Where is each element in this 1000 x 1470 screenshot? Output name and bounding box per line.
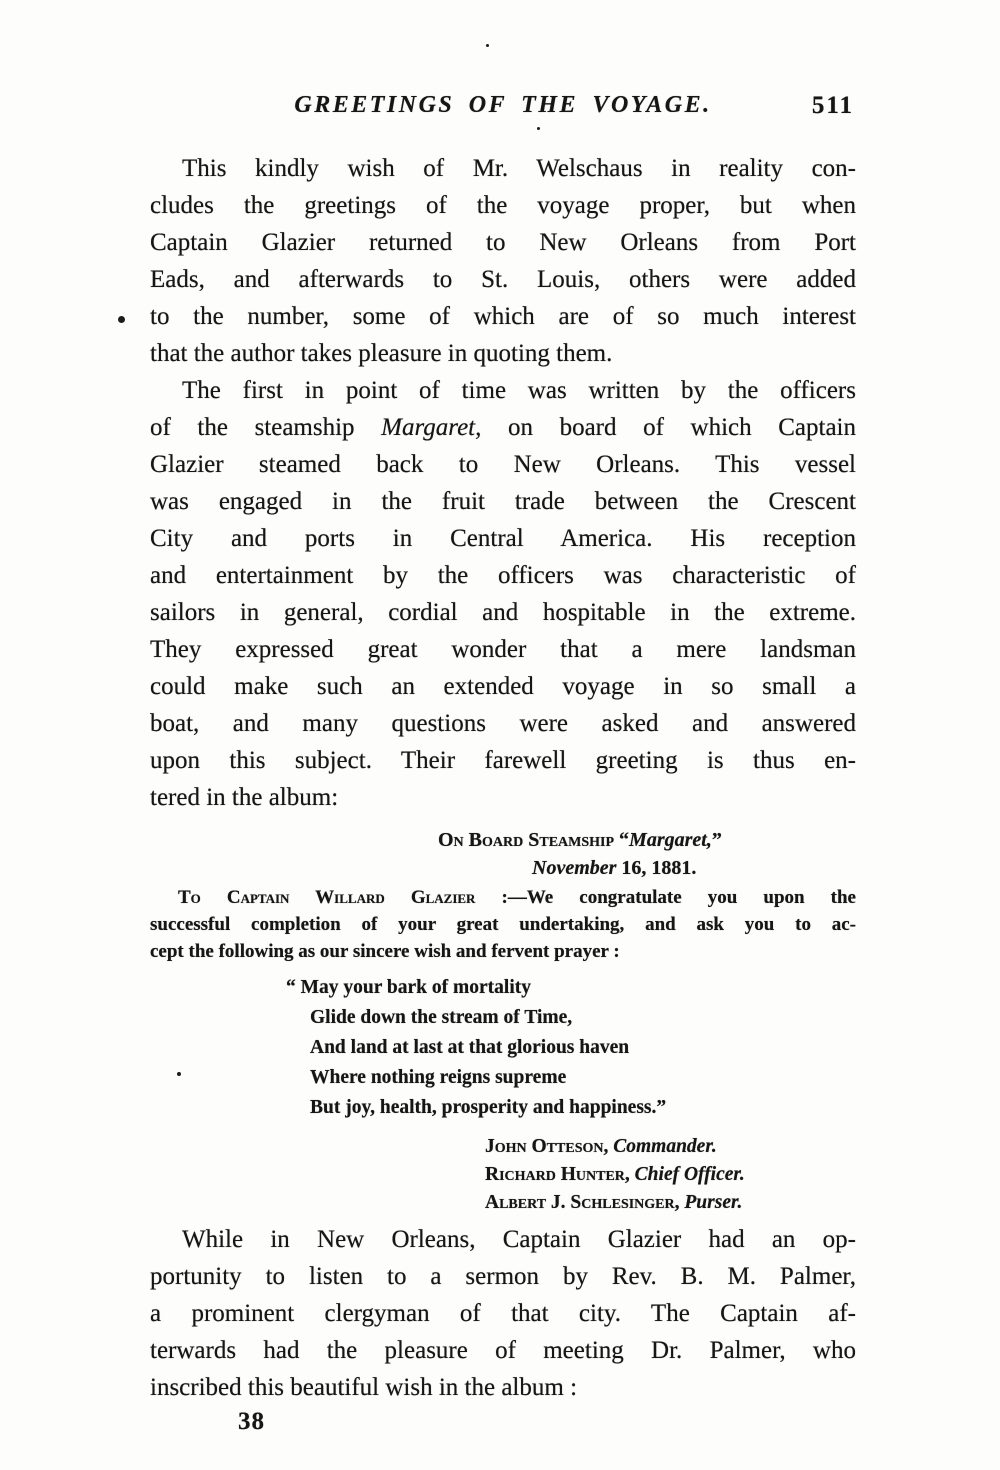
text-run: Glide down the stream of Time, <box>310 1007 573 1028</box>
text-line <box>150 911 856 938</box>
paragraph-2 <box>150 372 856 816</box>
text-run: Captain Glazier returned to New Orleans from Port <box>150 229 856 256</box>
text-run: cludes the greetings of the voyage proper, but when <box>150 192 856 219</box>
text-line <box>150 705 856 742</box>
text-run: 16, 1881. <box>621 857 697 879</box>
small-caps-run: John Otteson, <box>485 1136 609 1157</box>
italic-run: Chief Officer. <box>634 1164 745 1185</box>
text-run: on board of which Captain <box>481 414 856 441</box>
text-line <box>150 938 856 965</box>
page-title: GREETINGS OF THE VOYAGE. <box>294 92 712 118</box>
signatures <box>485 1133 856 1217</box>
text-line <box>310 1033 856 1063</box>
text-line <box>150 1295 856 1332</box>
italic-run: Margaret, <box>381 414 482 441</box>
letter-body <box>150 884 856 965</box>
text-line <box>150 372 856 409</box>
text-line <box>150 557 856 594</box>
text-run: Where nothing reigns supreme <box>310 1067 567 1088</box>
text-run: This kindly wish of Mr. Welschaus in reality con- <box>182 155 856 182</box>
text-run: that the author takes pleasure in quoting them. <box>150 340 613 367</box>
text-run: sailors in general, cordial and hospitable in the extreme. <box>150 599 856 626</box>
text-run: boat, and many questions were asked and answered <box>150 710 856 737</box>
text-run: cept the following as our sincere wish and fervent prayer : <box>150 941 620 962</box>
text-line <box>310 1093 856 1123</box>
ink-speck-artifact <box>486 44 489 47</box>
italic-run: Margaret, <box>629 829 712 851</box>
text-line <box>150 409 856 446</box>
text-line <box>150 742 856 779</box>
text-line <box>150 779 856 816</box>
text-line <box>485 1161 856 1189</box>
printer-signature-mark: 38 <box>238 1408 265 1435</box>
text-run: inscribed this beautiful wish in the album : <box>150 1374 578 1401</box>
text-line <box>150 594 856 631</box>
text-line <box>150 261 856 298</box>
text-run: “ May your bark of mortality <box>286 977 531 998</box>
text-run: was engaged in the fruit trade between the Crescent <box>150 488 856 515</box>
letter-heading <box>150 826 856 882</box>
text-line <box>150 298 856 335</box>
text-line <box>310 1063 856 1093</box>
text-line <box>150 446 856 483</box>
italic-run: Purser. <box>684 1192 743 1213</box>
page-number: 511 <box>811 92 854 119</box>
poem <box>286 973 856 1123</box>
text-line <box>150 1332 856 1369</box>
paragraph-3 <box>150 1221 856 1406</box>
text-line <box>150 1369 856 1406</box>
text-line <box>150 520 856 557</box>
text-run: And land at last at that glorious haven <box>310 1037 630 1058</box>
text-run: ” <box>711 829 722 851</box>
text-run: :—We congratulate you upon the <box>475 887 856 908</box>
small-caps-run: On Board Steamship <box>438 829 620 851</box>
running-head <box>150 92 856 126</box>
text-line <box>150 150 856 187</box>
text-line <box>150 1221 856 1258</box>
text-run: and entertainment by the officers was characteristic of <box>150 562 856 589</box>
text-line <box>150 224 856 261</box>
text-line <box>150 884 856 911</box>
text-run: successful completion of your great undertaking, and ask you to ac- <box>150 914 856 935</box>
text-line <box>150 668 856 705</box>
text-run: While in New Orleans, Captain Glazier had an op- <box>182 1226 856 1253</box>
text-run: terwards had the pleasure of meeting Dr. Palmer, who <box>150 1337 856 1364</box>
text-run: City and ports in Central America. His reception <box>150 525 856 552</box>
text-line <box>150 1258 856 1295</box>
text-run: The first in point of time was written by the officers <box>182 377 856 404</box>
text-line <box>485 1133 856 1161</box>
text-run: upon this subject. Their farewell greeting is thus en- <box>150 747 856 774</box>
text-line <box>150 631 856 668</box>
text-run: of the steamship <box>150 414 382 441</box>
text-run: They expressed great wonder that a mere landsman <box>150 636 856 663</box>
text-line <box>485 1189 856 1217</box>
italic-run: November <box>532 857 622 879</box>
text-line <box>438 826 856 854</box>
text-line <box>286 973 856 1003</box>
paragraph-1 <box>150 150 856 372</box>
italic-run: Commander. <box>613 1136 717 1157</box>
text-line <box>310 1003 856 1033</box>
text-run: could make such an extended voyage in so small a <box>150 673 856 700</box>
ink-speck-artifact <box>118 316 125 323</box>
text-run: tered in the album: <box>150 784 339 811</box>
text-run: a prominent clergyman of that city. The Captain af- <box>150 1300 856 1327</box>
small-caps-run: To Captain Willard Glazier <box>178 887 476 908</box>
text-run: to the number, some of which are of so much interest <box>150 303 856 330</box>
text-run: “ <box>619 829 630 851</box>
text-run: Eads, and afterwards to St. Louis, others were added <box>150 266 856 293</box>
text-line <box>150 335 856 372</box>
text-line <box>532 854 856 882</box>
text-run: Glazier steamed back to New Orleans. This vessel <box>150 451 856 478</box>
text-run: portunity to listen to a sermon by Rev. B. M. Palmer, <box>150 1263 856 1290</box>
text-line <box>150 483 856 520</box>
text-run: But joy, health, prosperity and happiness.” <box>310 1097 667 1118</box>
text-column <box>150 92 856 1436</box>
small-caps-run: Richard Hunter, <box>485 1164 630 1185</box>
text-line <box>150 187 856 224</box>
small-caps-run: Albert J. Schlesinger, <box>485 1192 680 1213</box>
